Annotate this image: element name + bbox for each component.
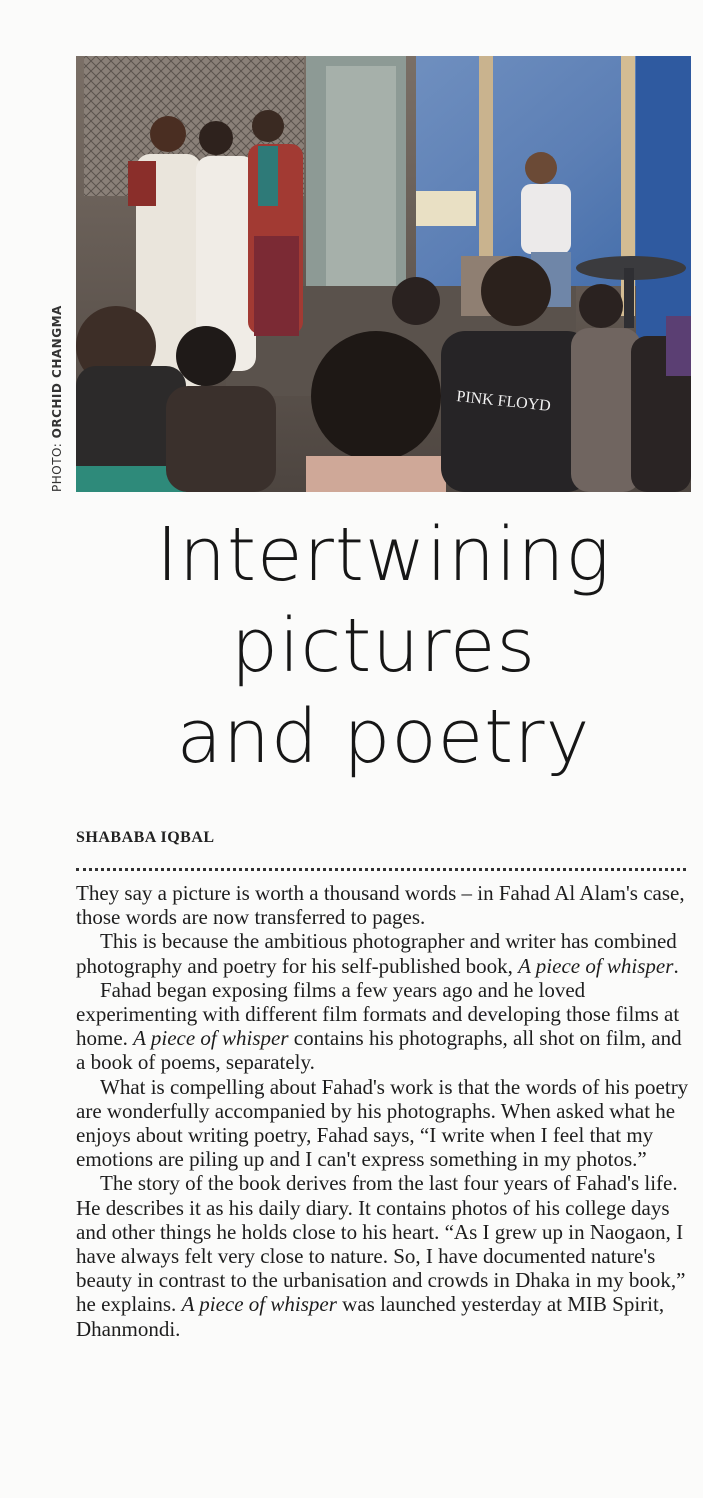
article-body xyxy=(76,881,696,1341)
paragraph-2 xyxy=(76,929,696,977)
paragraph-text: What is compelling about Fahad's work is that the words of his poetry are wonderfully accompanied by his photographs. When asked what he enjoys about writing poetry, Fahad says, “I write when I feel that my emotions are piling up and I can't express something in my photos.” xyxy=(76,1074,689,1172)
book-title: A piece of whisper xyxy=(518,953,674,978)
author-byline: SHABABA IQBAL xyxy=(76,829,215,846)
paragraph-text: The story of the book derives from the last four years of Fahad's life. He describes it as his daily diary. It contains photos of his college days and other things he holds close to his heart. “As I grew up in Naogaon, I have always felt very close to nature. So, I have documented nature's beauty in contrast to the urbanisation and crowds in Dhaka in my book,” he explains. xyxy=(76,1171,686,1317)
headline-line-1: Intertwining xyxy=(156,512,611,598)
paragraph-text: was launched yesterday at MIB Spirit, Dhanmondi. xyxy=(76,1292,665,1341)
event-photo-illustration xyxy=(76,56,691,492)
book-title: A piece of whisper xyxy=(133,1026,289,1051)
paragraph-5 xyxy=(76,1171,696,1340)
paragraph-text: contains his photographs, all shot on film, and a book of poems, separately. xyxy=(76,1026,682,1075)
paragraph-text: They say a picture is worth a thousand words – in Fahad Al Alam's case, those words are now transferred to pages. xyxy=(76,881,685,930)
book-title: A piece of whisper xyxy=(181,1292,337,1317)
photo-credit-name: ORCHID CHANGMA xyxy=(50,305,64,439)
shirt-text: PINK FLOYD xyxy=(455,388,552,415)
event-photo xyxy=(76,56,691,492)
paragraph-text: This is because the ambitious photographer and writer has combined photography and poetry for his self-published book, xyxy=(76,929,677,978)
paragraph-text: . xyxy=(673,953,679,978)
paragraph-text: Fahad began exposing films a few years ago and he loved experimenting with different film formats and developing those films at home. xyxy=(76,977,680,1051)
dotted-divider xyxy=(76,868,686,871)
headline-line-3: and poetry xyxy=(176,694,591,780)
photo-credit xyxy=(50,252,64,492)
paragraph-3 xyxy=(76,978,696,1075)
article-headline xyxy=(76,510,691,783)
headline-line-2: pictures xyxy=(230,603,536,689)
paragraph-1 xyxy=(76,881,696,929)
paragraph-4 xyxy=(76,1075,696,1172)
photo-credit-prefix: PHOTO: xyxy=(50,438,64,492)
